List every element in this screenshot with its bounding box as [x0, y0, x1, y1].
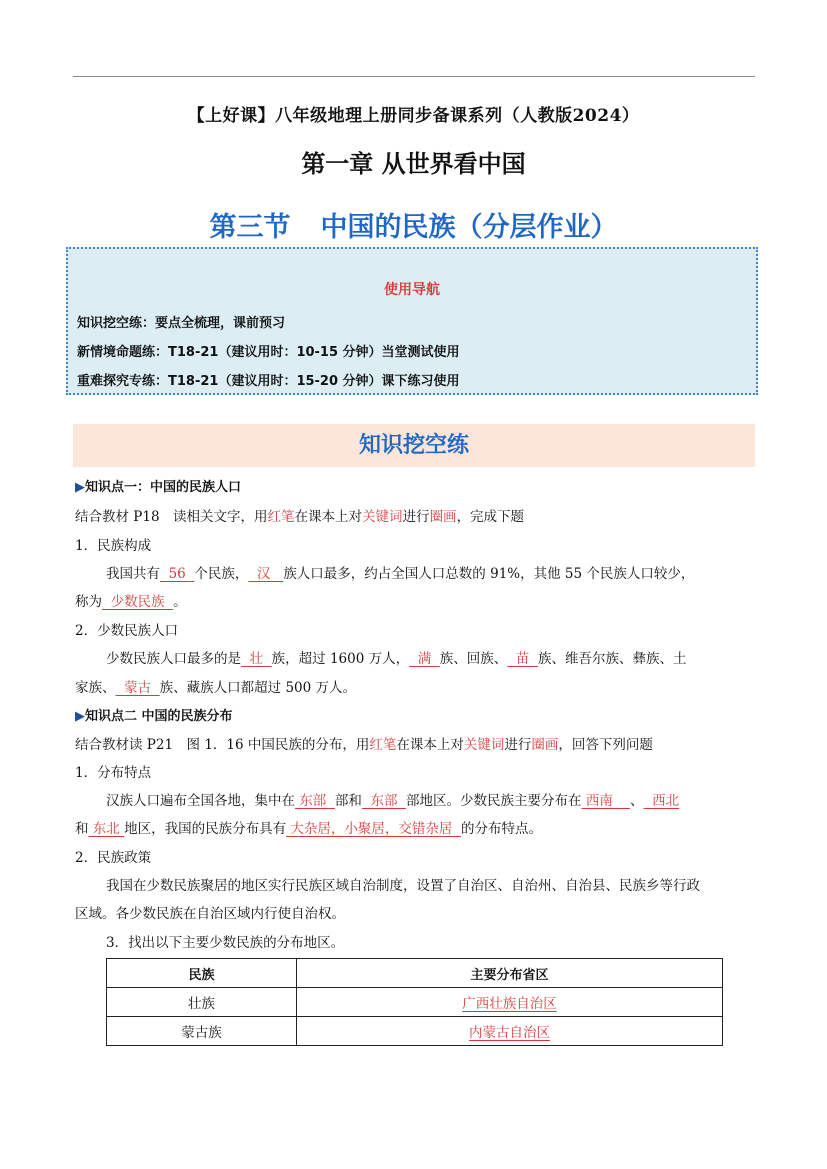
- section-title: [0, 205, 827, 244]
- series-title: 【上好课】八年级地理上册同步备课系列（人教版2024）: [187, 106, 640, 126]
- knowledge-point-heading: ▶知识点二 中国的民族分布: [75, 709, 233, 724]
- table-header-cell: 主要分布省区: [297, 959, 723, 988]
- table-cell-nation: 蒙古族: [107, 1017, 297, 1046]
- triangle-bullet-icon: ▶: [75, 709, 85, 724]
- paragraph-line: 称为 少数民族 。: [75, 594, 187, 610]
- paragraph-line: 我国共有 56 个民族， 汉 族人口最多，约占全国人口总数的 91%，其他 55 个民族人口较少，: [106, 566, 695, 582]
- paragraph-line: 少数民族人口最多的是 壮 族，超过 1600 万人， 满 族、回族、 苗 族、维吾尔族、彝族、土: [106, 651, 687, 667]
- triangle-bullet-icon: ▶: [75, 480, 85, 495]
- answer-blank: 苗: [507, 651, 538, 667]
- answer-blank: 东部: [361, 793, 407, 809]
- guide-line: 重难探究专练：T18-21（建议用时：15-20 分钟）课下练习使用: [77, 374, 460, 389]
- guide-title: 使用导航: [384, 282, 440, 298]
- guide-line: 新情境命题练：T18-21（建议用时：10-15 分钟）当堂测试使用: [77, 345, 460, 360]
- knowledge-point-heading: ▶知识点一：中国的民族人口: [75, 480, 242, 495]
- answer-blank: 东北: [88, 821, 125, 837]
- answer-blank: 汉: [248, 566, 284, 582]
- usage-guide-box: [66, 247, 758, 395]
- answer-blank: 满: [409, 651, 440, 667]
- subheading: 1．分布特点: [75, 765, 152, 781]
- table-cell-region: [297, 988, 723, 1017]
- instruction-line: 结合教材读 P21 图 1．16 中国民族的分布，用红笔在课本上对关键词进行圈画，回答下列问题: [75, 737, 653, 753]
- paragraph-line: 和 东北 地区，我国的民族分布具有 大杂居，小聚居，交错杂居 的分布特点。: [75, 821, 542, 837]
- paragraph-line: 汉族人口遍布全国各地，集中在 东部 部和 东部 部地区。少数民族主要分布在 西南 、 西北: [106, 793, 680, 809]
- answer-text: 内蒙古自治区: [469, 1025, 550, 1041]
- section-banner: 知识挖空练: [73, 424, 755, 467]
- section-number: 第三节: [209, 212, 291, 243]
- section-name: 中国的民族（分层作业）: [320, 212, 618, 243]
- answer-blank: 少数民族: [102, 594, 174, 610]
- answer-blank: 大杂居，小聚居，交错杂居: [286, 821, 461, 837]
- answer-blank: 56: [160, 566, 195, 582]
- table-header-row: [107, 959, 723, 988]
- distribution-table: [106, 958, 723, 1046]
- instruction-line: 结合教材 P18 读相关文字，用红笔在课本上对关键词进行圈画，完成下题: [75, 509, 525, 525]
- subheading: 2．少数民族人口: [75, 623, 179, 639]
- chapter-title: 第一章 从世界看中国: [301, 150, 526, 178]
- table-cell-nation: 壮族: [107, 988, 297, 1017]
- answer-text: 广西壮族自治区: [462, 996, 557, 1012]
- subheading: 2．民族政策: [75, 850, 152, 866]
- table-row: [107, 988, 723, 1017]
- paragraph-line: 我国在少数民族聚居的地区实行民族区域自治制度，设置了自治区、自治州、自治县、民族乡等行政: [106, 878, 700, 894]
- guide-line: 知识挖空练：要点全梳理，课前预习: [77, 316, 286, 331]
- answer-blank: 西北: [643, 793, 680, 809]
- table-header-cell: 民族: [107, 959, 297, 988]
- answer-blank: 东部: [295, 793, 335, 809]
- paragraph-line: 区域。各少数民族在自治区域内行使自治权。: [75, 906, 345, 922]
- paragraph-line: 家族、 蒙古 族、藏族人口都超过 500 万人。: [75, 680, 357, 696]
- table-cell-region: [297, 1017, 723, 1046]
- table-row: [107, 1017, 723, 1046]
- answer-blank: 壮: [241, 651, 272, 667]
- top-rule: [73, 76, 755, 77]
- question-line: 3．找出以下主要少数民族的分布地区。: [106, 935, 345, 951]
- answer-blank: 西南: [581, 793, 631, 809]
- answer-blank: 蒙古: [115, 680, 160, 696]
- subheading: 1．民族构成: [75, 538, 152, 554]
